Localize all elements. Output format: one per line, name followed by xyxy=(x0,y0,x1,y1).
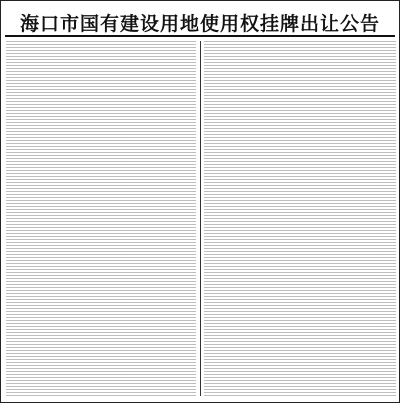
column-divider xyxy=(200,41,201,396)
illegible-body-text-right xyxy=(204,41,396,396)
right-column-text xyxy=(204,41,396,396)
left-column-text xyxy=(6,41,196,396)
illegible-body-text-left xyxy=(6,41,196,396)
announcement-title: 海口市国有建设用地使用权挂牌出让公告 xyxy=(19,13,380,35)
title-rule xyxy=(5,35,395,37)
